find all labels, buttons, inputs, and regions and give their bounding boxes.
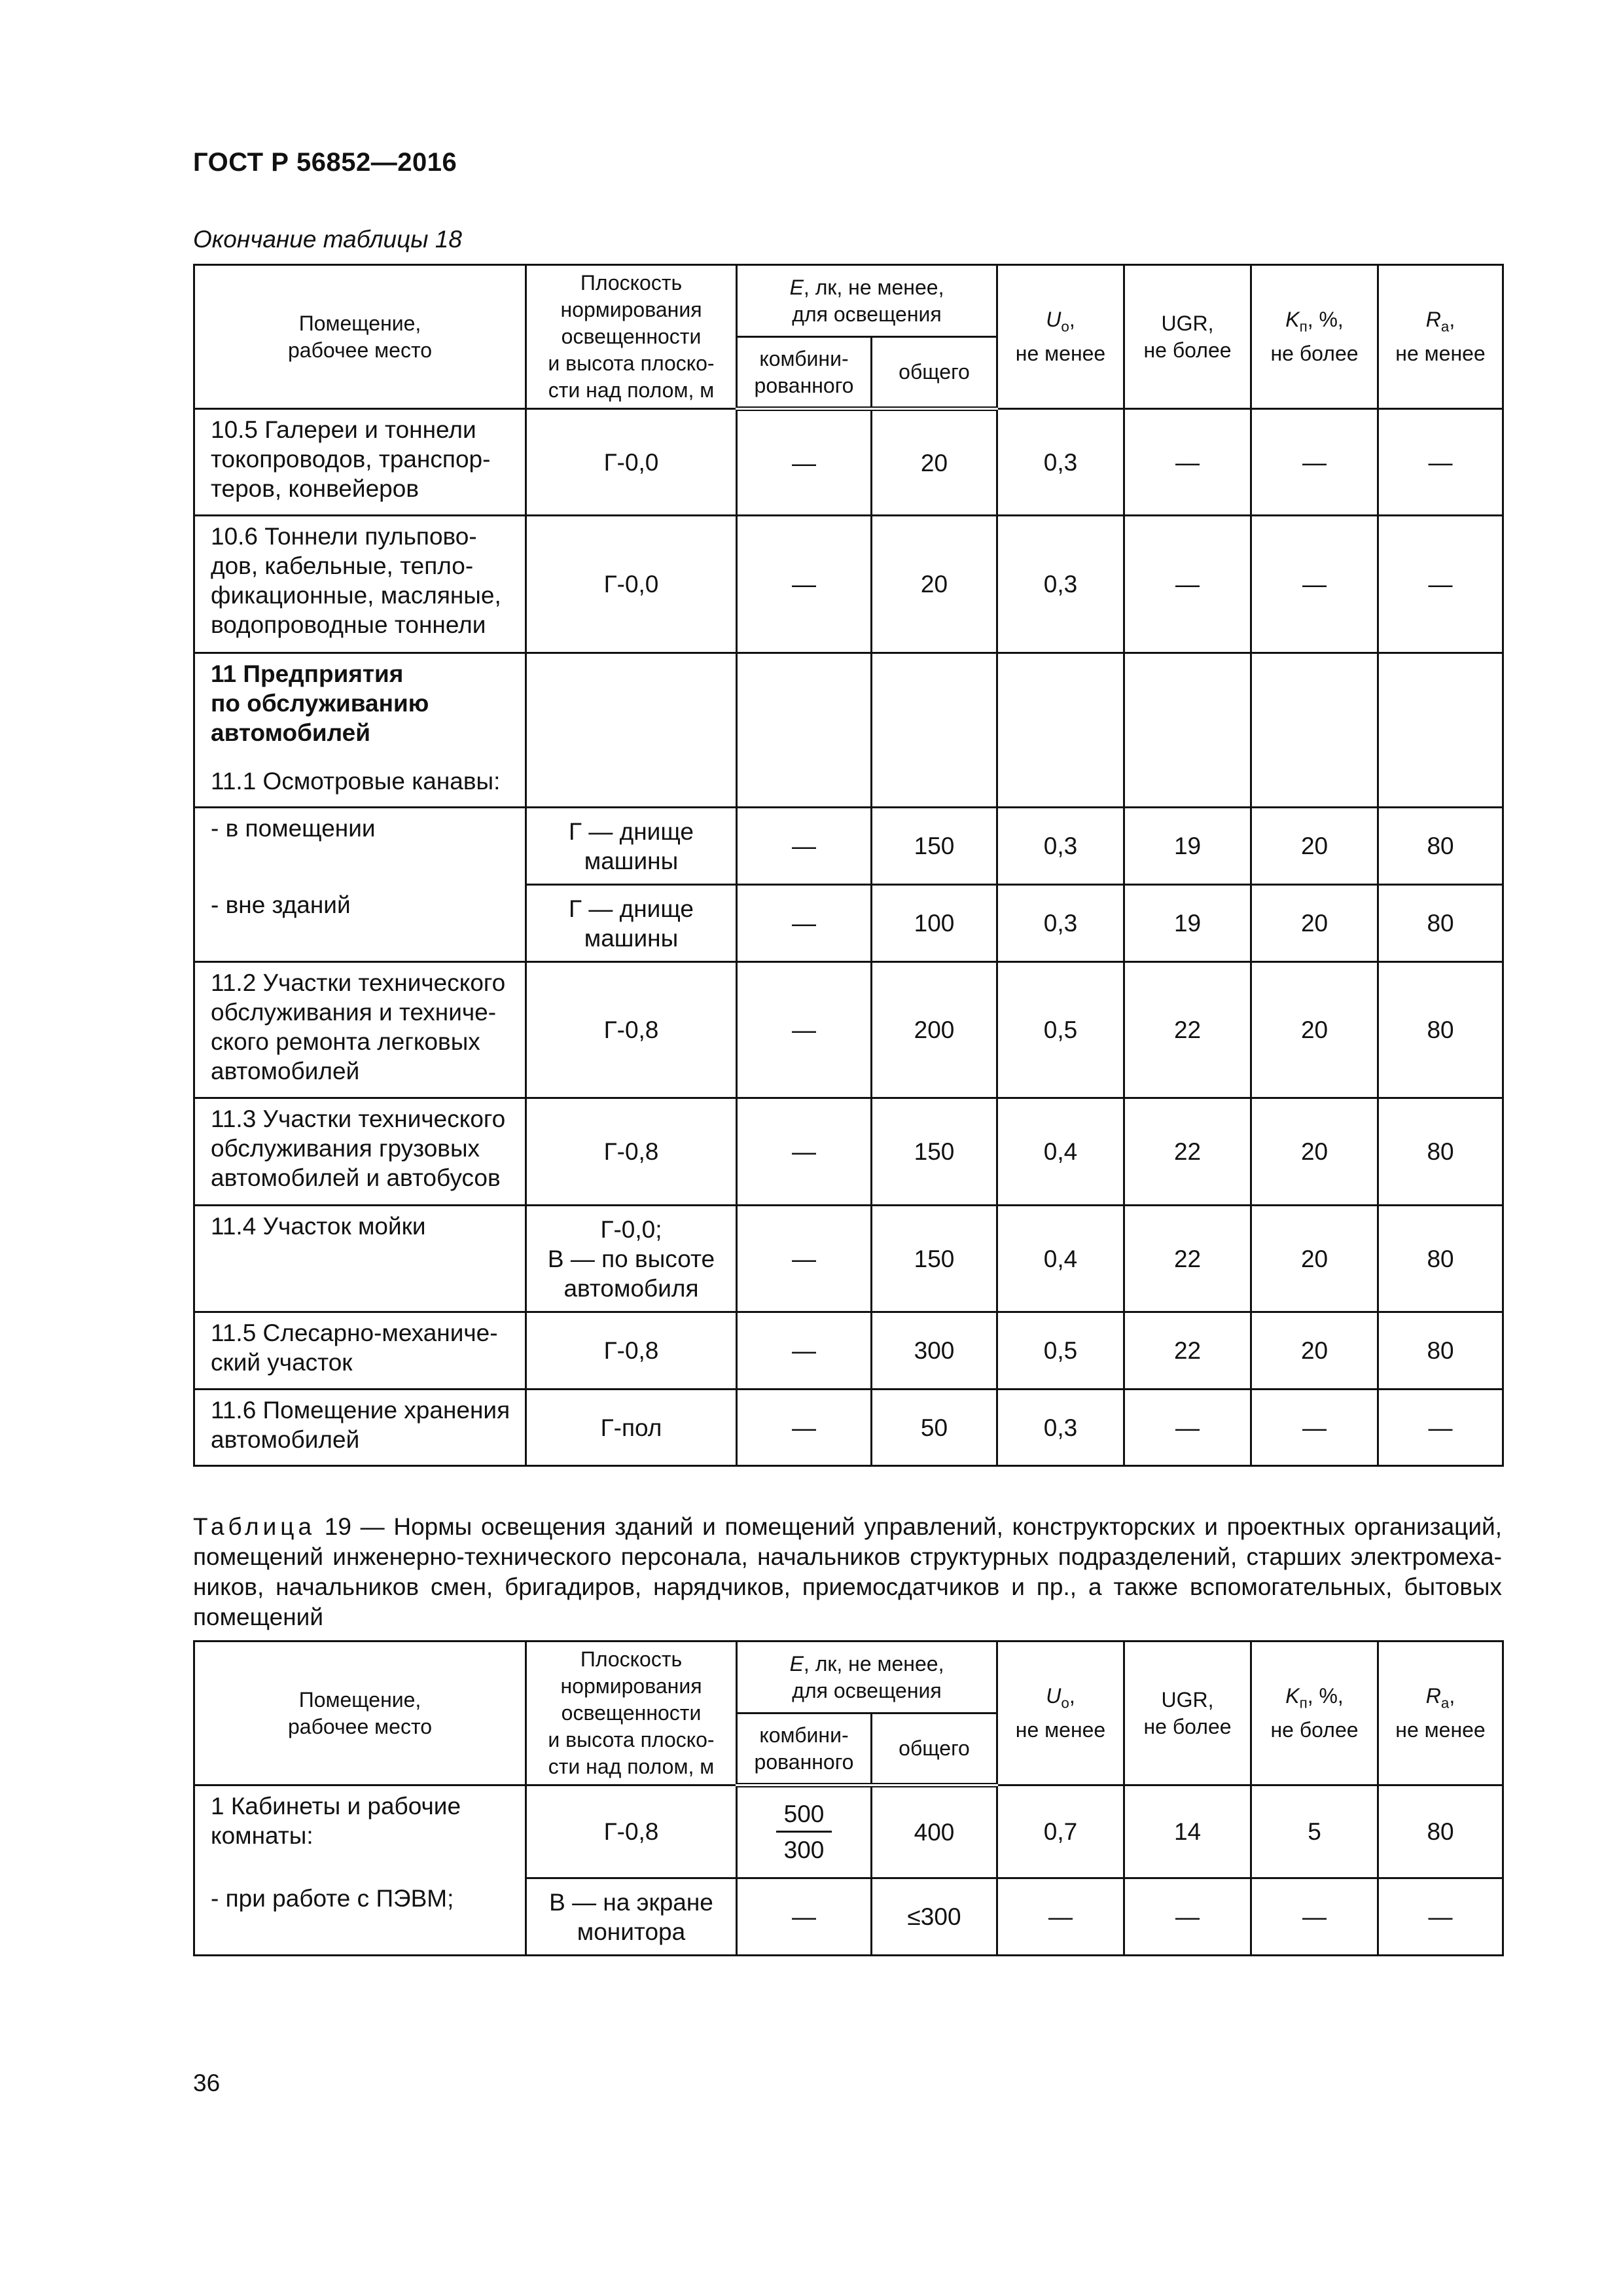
header-uo — [997, 1641, 1124, 1785]
table-18-body — [194, 409, 1503, 1466]
cell-ugr — [1124, 761, 1251, 808]
cell-ra: — — [1378, 409, 1503, 516]
table-19-label: Таблица — [193, 1513, 316, 1540]
cell-room-line: 10.5 Галереи и тоннели — [211, 416, 476, 443]
cell-plane-line: Г — днище — [569, 895, 694, 922]
cell-kp: — — [1251, 409, 1378, 516]
cell-uo: 0,3 — [997, 808, 1124, 885]
cell-kp: 20 — [1251, 1098, 1378, 1206]
header-kp-symbol: K — [1285, 1684, 1300, 1708]
header-ra-tail: , — [1449, 1684, 1455, 1708]
table-18 — [193, 264, 1504, 1467]
document-code-header: ГОСТ Р 56852—2016 — [193, 148, 457, 177]
header-e-symbol: E — [789, 275, 804, 299]
cell-kp: — — [1251, 516, 1378, 653]
table-row — [194, 1312, 1503, 1390]
cell-ugr: — — [1124, 409, 1251, 516]
cell-uo — [997, 761, 1124, 808]
cell-uo: 0,3 — [997, 885, 1124, 962]
fraction-denominator: 300 — [783, 1837, 825, 1863]
cell-plane — [526, 1390, 737, 1466]
cell-uo: 0,3 — [997, 1390, 1124, 1466]
table-19 — [193, 1640, 1504, 1956]
header-kp-tail: , %, — [1307, 1684, 1344, 1708]
cell-room-line: водопроводные тоннели — [211, 611, 486, 638]
cell-combined: — — [737, 1098, 872, 1206]
cell-plane — [526, 409, 737, 516]
header-plane-line: нормирования — [560, 1674, 702, 1698]
header-e-line2: для освещения — [792, 302, 942, 326]
cell-room — [194, 409, 526, 516]
header-plane-line: нормирования — [560, 298, 702, 321]
cell-ra: 80 — [1378, 1312, 1503, 1390]
header-kp-tail: , %, — [1307, 308, 1344, 332]
cell-room-line: 11.3 Участки технического — [211, 1105, 506, 1132]
cell-room-line: автомобилей — [211, 1426, 360, 1453]
cell-uo: 0,3 — [997, 516, 1124, 653]
table-row — [194, 885, 1503, 962]
cell-uo: 0,3 — [997, 409, 1124, 516]
cell-ugr: 19 — [1124, 808, 1251, 885]
cell-ugr: 19 — [1124, 885, 1251, 962]
cell-room-line: автомобилей — [211, 719, 371, 746]
header-kp-sub: п — [1299, 318, 1308, 335]
cell-room — [194, 808, 526, 885]
cell-room-line: фикационные, масляные, — [211, 582, 501, 609]
header-plane-line: освещенности — [561, 325, 702, 348]
header-plane-line: Плоскость — [580, 271, 683, 295]
cell-plane-line: Г-0,8 — [603, 1138, 659, 1165]
cell-uo: 0,5 — [997, 962, 1124, 1098]
header-room-line: Помещение, — [298, 311, 421, 335]
table-row — [194, 808, 1503, 885]
cell-plane — [526, 962, 737, 1098]
cell-combined — [737, 761, 872, 808]
cell-combined: — — [737, 516, 872, 653]
cell-uo: — — [997, 1878, 1124, 1956]
table-19-title: 19 — Нормы освещения зданий и помещений управлений, конструкторских и проектных организаций, помещений инженерно-технического персонала, начальников структурных подразделений, старших электромехаников, начальников смен, бригадиров, нарядчиков, приемосдатчиков и пр., а также вспомогательных, бытовых помещений — [193, 1513, 1502, 1630]
header-uo-sub: о — [1061, 1695, 1069, 1712]
cell-room — [194, 653, 526, 761]
header-combined-line: комбини- — [759, 346, 849, 370]
header-ugr-line2: не более — [1143, 338, 1232, 362]
cell-general: 20 — [872, 516, 997, 653]
cell-plane-line: Г-0,0; — [600, 1215, 662, 1243]
cell-general: 200 — [872, 962, 997, 1098]
cell-plane-line: Г-0,0 — [603, 448, 659, 476]
cell-plane-line: Г-0,8 — [603, 1818, 659, 1845]
header-illuminance — [737, 1641, 997, 1713]
cell-ra: 80 — [1378, 1785, 1503, 1878]
cell-room-line: 11.5 Слесарно-механиче- — [211, 1319, 498, 1346]
header-room-line: Помещение, — [298, 1687, 421, 1712]
cell-combined: — — [737, 1312, 872, 1390]
header-ra — [1378, 265, 1503, 409]
cell-ra: — — [1378, 1878, 1503, 1956]
cell-room-line: 1 Кабинеты и рабочие — [211, 1793, 461, 1820]
cell-ugr — [1124, 653, 1251, 761]
fraction-numerator: 500 — [776, 1799, 832, 1833]
cell-general — [872, 653, 997, 761]
cell-room — [194, 516, 526, 653]
cell-room-line: - вне зданий — [211, 891, 351, 918]
cell-general: 150 — [872, 808, 997, 885]
header-kp-line2: не более — [1270, 1717, 1359, 1742]
header-plane — [526, 1641, 737, 1785]
cell-uo: 0,4 — [997, 1098, 1124, 1206]
table-row — [194, 409, 1503, 516]
header-plane-line: сти над полом, м — [548, 1755, 715, 1778]
header-plane-line: Плоскость — [580, 1647, 683, 1671]
header-uo — [997, 265, 1124, 409]
cell-room — [194, 1785, 526, 1878]
header-plane — [526, 265, 737, 409]
cell-room-line: 11 Предприятия — [211, 660, 404, 687]
header-illuminance — [737, 265, 997, 337]
header-combined — [737, 1713, 872, 1785]
cell-room — [194, 885, 526, 962]
cell-ra: 80 — [1378, 1206, 1503, 1312]
cell-room-line: обслуживания грузовых — [211, 1135, 480, 1162]
cell-plane — [526, 885, 737, 962]
header-e-line2: для освещения — [792, 1678, 942, 1702]
header-ra-sub: a — [1440, 1695, 1450, 1712]
cell-plane-line: машины — [584, 924, 679, 952]
cell-general: 50 — [872, 1390, 997, 1466]
cell-room — [194, 1206, 526, 1312]
header-combined-line: комбини- — [759, 1723, 849, 1747]
header-e-symbol: E — [789, 1651, 804, 1676]
header-uo-tail: , — [1069, 1684, 1075, 1708]
cell-room — [194, 1098, 526, 1206]
cell-ugr: 22 — [1124, 1206, 1251, 1312]
cell-plane — [526, 808, 737, 885]
header-ra — [1378, 1641, 1503, 1785]
header-ugr — [1124, 1641, 1251, 1785]
header-uo-tail: , — [1069, 308, 1075, 332]
cell-ugr: — — [1124, 1878, 1251, 1956]
cell-plane-line: Г — днище — [569, 817, 694, 845]
cell-ugr: — — [1124, 1390, 1251, 1466]
page-number: 36 — [193, 2070, 221, 2096]
table-18-continuation-caption: Окончание таблицы 18 — [193, 226, 462, 253]
cell-kp: 20 — [1251, 808, 1378, 885]
cell-room-line: токопроводов, транспор- — [211, 446, 491, 473]
cell-plane-line: Г-пол — [600, 1414, 662, 1441]
cell-plane-line: В — по высоте — [547, 1245, 715, 1272]
header-combined-line: рованного — [754, 1749, 854, 1774]
table-row — [194, 761, 1503, 808]
cell-plane — [526, 1098, 737, 1206]
cell-combined — [737, 653, 872, 761]
cell-room-line: ского ремонта легковых — [211, 1028, 480, 1055]
cell-plane — [526, 1785, 737, 1878]
cell-kp: 20 — [1251, 962, 1378, 1098]
cell-plane — [526, 1206, 737, 1312]
table-19-caption — [193, 1512, 1502, 1632]
header-plane-line: и высота плоско- — [548, 1728, 715, 1751]
header-uo-sub: о — [1061, 318, 1069, 335]
header-combined-line: рованного — [754, 373, 854, 397]
cell-kp: 20 — [1251, 1206, 1378, 1312]
cell-general — [872, 761, 997, 808]
table-row — [194, 1206, 1503, 1312]
cell-ugr: — — [1124, 516, 1251, 653]
cell-combined: — — [737, 808, 872, 885]
cell-uo: 0,7 — [997, 1785, 1124, 1878]
cell-combined: — — [737, 1878, 872, 1956]
cell-room-line: 11.6 Помещение хранения — [211, 1397, 510, 1424]
cell-plane-line: монитора — [577, 1918, 686, 1945]
cell-room-line: ский участок — [211, 1349, 353, 1376]
cell-kp: — — [1251, 1878, 1378, 1956]
cell-combined — [737, 1785, 872, 1878]
cell-room-line: теров, конвейеров — [211, 475, 419, 502]
cell-ugr: 22 — [1124, 1098, 1251, 1206]
cell-kp: 20 — [1251, 885, 1378, 962]
header-e-text: , лк, не менее, — [803, 275, 944, 299]
cell-room-line: - при работе с ПЭВМ; — [211, 1884, 454, 1912]
cell-ra — [1378, 653, 1503, 761]
header-room-line: рабочее место — [287, 1714, 433, 1738]
cell-general: ≤300 — [872, 1878, 997, 1956]
header-room — [194, 1641, 526, 1785]
table-18-header — [194, 265, 1503, 409]
header-room-line: рабочее место — [287, 338, 433, 362]
cell-ra: 80 — [1378, 1098, 1503, 1206]
cell-plane-line: В — на экране — [549, 1888, 713, 1916]
cell-kp — [1251, 761, 1378, 808]
cell-room-line: 11.1 Осмотровые канавы: — [211, 767, 501, 795]
cell-room-line: автомобилей — [211, 1058, 360, 1085]
cell-room — [194, 1878, 526, 1956]
header-kp-symbol: K — [1285, 308, 1300, 332]
cell-kp: — — [1251, 1390, 1378, 1466]
cell-uo: 0,5 — [997, 1312, 1124, 1390]
header-kp-sub: п — [1299, 1695, 1308, 1712]
cell-plane-line: автомобиля — [563, 1274, 699, 1302]
cell-ugr: 22 — [1124, 962, 1251, 1098]
cell-combined: — — [737, 962, 872, 1098]
cell-room-line: дов, кабельные, тепло- — [211, 552, 474, 579]
header-plane-line: и высота плоско- — [548, 351, 715, 375]
cell-general: 20 — [872, 409, 997, 516]
header-uo-line2: не менее — [1015, 1717, 1106, 1742]
cell-room-line: обслуживания и техниче- — [211, 999, 497, 1026]
cell-ra: 80 — [1378, 808, 1503, 885]
fraction — [776, 1799, 832, 1865]
table-19-body — [194, 1785, 1503, 1956]
header-combined — [737, 337, 872, 409]
header-kp — [1251, 265, 1378, 409]
header-uo-line2: не менее — [1015, 341, 1106, 365]
header-uo-symbol: U — [1046, 1684, 1061, 1708]
cell-general: 400 — [872, 1785, 997, 1878]
cell-combined: — — [737, 1390, 872, 1466]
cell-plane — [526, 761, 737, 808]
cell-general: 150 — [872, 1206, 997, 1312]
cell-room-line: 11.4 Участок мойки — [211, 1213, 426, 1240]
cell-general: 100 — [872, 885, 997, 962]
header-plane-line: освещенности — [561, 1701, 702, 1725]
table-row — [194, 1098, 1503, 1206]
header-e-text: , лк, не менее, — [803, 1651, 944, 1676]
header-ra-symbol: R — [1425, 1684, 1441, 1708]
cell-kp — [1251, 653, 1378, 761]
cell-room — [194, 962, 526, 1098]
cell-room-line: 11.2 Участки технического — [211, 969, 506, 996]
cell-room-line: 10.6 Тоннели пульпово- — [211, 523, 477, 550]
cell-room-line: комнаты: — [211, 1822, 313, 1849]
cell-plane — [526, 516, 737, 653]
cell-general: 300 — [872, 1312, 997, 1390]
cell-combined: — — [737, 1206, 872, 1312]
cell-uo — [997, 653, 1124, 761]
table-row — [194, 1878, 1503, 1956]
cell-room — [194, 1390, 526, 1466]
cell-room — [194, 1312, 526, 1390]
cell-kp: 5 — [1251, 1785, 1378, 1878]
header-general: общего — [872, 1713, 997, 1785]
header-ugr-line2: не более — [1143, 1714, 1232, 1738]
header-general: общего — [872, 337, 997, 409]
header-ra-tail: , — [1449, 308, 1455, 332]
cell-combined: — — [737, 885, 872, 962]
cell-ugr: 22 — [1124, 1312, 1251, 1390]
header-ra-symbol: R — [1425, 308, 1441, 332]
cell-ra — [1378, 761, 1503, 808]
table-row — [194, 1785, 1503, 1878]
cell-room-line: - в помещении — [211, 815, 376, 842]
cell-general: 150 — [872, 1098, 997, 1206]
cell-ra: — — [1378, 1390, 1503, 1466]
header-kp — [1251, 1641, 1378, 1785]
cell-room-line: по обслуживанию — [211, 690, 429, 717]
cell-plane — [526, 653, 737, 761]
cell-plane — [526, 1312, 737, 1390]
cell-ra: 80 — [1378, 962, 1503, 1098]
header-ugr — [1124, 265, 1251, 409]
cell-ra: 80 — [1378, 885, 1503, 962]
table-row — [194, 653, 1503, 761]
header-ugr-text: UGR, — [1161, 311, 1214, 335]
header-uo-symbol: U — [1046, 308, 1061, 332]
cell-kp: 20 — [1251, 1312, 1378, 1390]
cell-room — [194, 761, 526, 808]
table-19-header — [194, 1641, 1503, 1785]
cell-uo: 0,4 — [997, 1206, 1124, 1312]
cell-plane-line: Г-0,0 — [603, 571, 659, 598]
cell-plane-line: машины — [584, 847, 679, 874]
header-kp-line2: не более — [1270, 341, 1359, 365]
table-row — [194, 962, 1503, 1098]
cell-ugr: 14 — [1124, 1785, 1251, 1878]
header-ra-line2: не менее — [1395, 1717, 1486, 1742]
header-ra-line2: не менее — [1395, 341, 1486, 365]
cell-plane-line: Г-0,8 — [603, 1016, 659, 1043]
cell-ra: — — [1378, 516, 1503, 653]
header-room — [194, 265, 526, 409]
cell-plane-line: Г-0,8 — [603, 1337, 659, 1364]
header-ra-sub: a — [1440, 318, 1450, 335]
header-plane-line: сти над полом, м — [548, 378, 715, 402]
cell-combined: — — [737, 409, 872, 516]
table-row — [194, 516, 1503, 653]
header-ugr-text: UGR, — [1161, 1687, 1214, 1712]
cell-plane — [526, 1878, 737, 1956]
cell-room-line: автомобилей и автобусов — [211, 1164, 501, 1191]
table-row — [194, 1390, 1503, 1466]
